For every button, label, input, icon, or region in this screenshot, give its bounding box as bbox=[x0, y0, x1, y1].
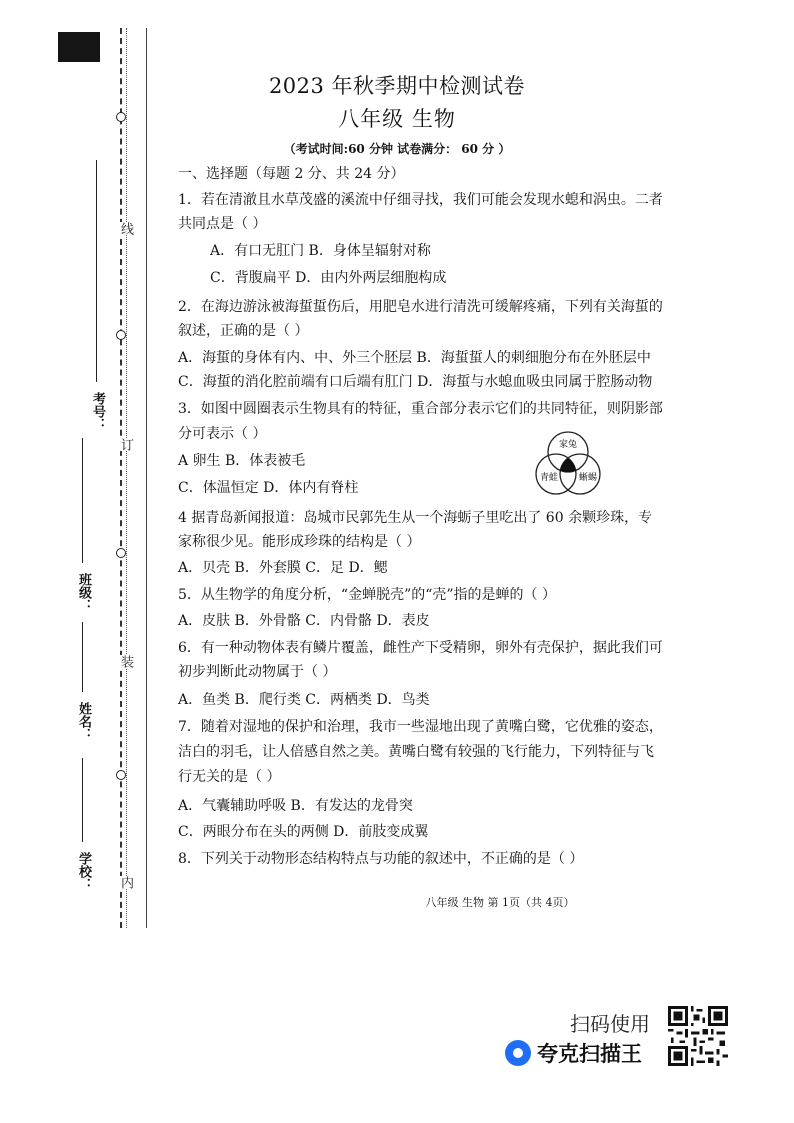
question-5-line-1: 5．从生物学的角度分析，“金蝉脱壳”的“壳”指的是蝉的（ ） bbox=[178, 587, 556, 603]
brand-name: 夸克扫描王 bbox=[537, 1042, 642, 1066]
question-3-line-2: 分可表示（ ） bbox=[178, 426, 267, 442]
question-2-line-2: 叙述，正确的是（ ） bbox=[178, 323, 309, 339]
brand-logo-icon-inner bbox=[513, 1048, 523, 1058]
question-6-options: A．鱼类 B．爬行类 C．两栖类 D．鸟类 bbox=[178, 692, 430, 708]
qr-code-icon[interactable] bbox=[668, 1006, 728, 1066]
exam-title: 2023 年秋季期中检测试卷 bbox=[268, 74, 526, 98]
name-label: 姓名： bbox=[76, 702, 91, 741]
question-1-line-1: 1．若在清澈且水草茂盛的溪流中仔细寻找，我们可能会发现水螅和涡虫。二者 bbox=[178, 192, 663, 208]
question-1-line-2: 共同点是（ ） bbox=[178, 216, 267, 232]
scan-label: 扫码使用 bbox=[570, 1012, 650, 1036]
page-frame-line bbox=[146, 28, 147, 928]
corner-block bbox=[58, 32, 100, 62]
question-7-line-2: 洁白的羽毛，让人倍感自然之美。黄嘴白鹭有较强的飞行能力，下列特征与飞 bbox=[178, 744, 654, 760]
exam-subtitle: 八年级 生物 bbox=[338, 107, 456, 131]
question-2-options-2: C．海蜇的消化腔前端有口后端有肛门 D．海蜇与水螅血吸虫同属于腔肠动物 bbox=[178, 374, 653, 390]
question-4-options: A．贝壳 B．外套膜 C．足 D．鳃 bbox=[178, 560, 388, 576]
binding-hole bbox=[116, 770, 126, 780]
exam-number-label: 考号： bbox=[90, 392, 105, 431]
venn-label-lizard: 蜥蜴 bbox=[578, 473, 598, 483]
exam-info: （考试时间:60 分钟 试卷满分： 60 分 ） bbox=[283, 142, 511, 156]
name-blank[interactable] bbox=[82, 622, 83, 692]
venn-diagram bbox=[522, 428, 614, 504]
question-8-line-1: 8．下列关于动物形态结构特点与功能的叙述中，不正确的是（ ） bbox=[178, 851, 584, 867]
question-7-options-1: A．气囊辅助呼吸 B．有发达的龙骨突 bbox=[178, 798, 413, 814]
venn-label-frog: 青蛙 bbox=[539, 473, 559, 483]
seal-char-nei: 内 bbox=[118, 876, 133, 889]
question-1-options-2: C．背腹扁平 D．由内外两层细胞构成 bbox=[210, 270, 447, 286]
exam-number-blank[interactable] bbox=[96, 160, 97, 382]
class-blank[interactable] bbox=[82, 438, 83, 563]
question-3-options-1: A 卵生 B．体表被毛 bbox=[178, 453, 306, 469]
question-1-options-1: A．有口无肛门 B．身体呈辐射对称 bbox=[210, 243, 431, 259]
page-footer: 八年级 生物 第 1页（共 4页） bbox=[425, 896, 575, 909]
seal-char-zhuang: 装 bbox=[118, 655, 133, 668]
seal-char-ding: 订 bbox=[118, 438, 133, 451]
binding-hole bbox=[116, 330, 126, 340]
question-3-options-2: C．体温恒定 D．体内有脊柱 bbox=[178, 480, 359, 496]
section-heading: 一、选择题（每题 2 分、共 24 分） bbox=[178, 166, 405, 182]
question-7-line-3: 行无关的是（ ） bbox=[178, 769, 281, 785]
school-blank[interactable] bbox=[82, 758, 83, 842]
class-label: 班级： bbox=[76, 573, 91, 612]
question-2-line-1: 2．在海边游泳被海蜇蜇伤后，用肥皂水进行清洗可缓解疼痛，下列有关海蜇的 bbox=[178, 299, 663, 315]
seal-char-xian: 线 bbox=[118, 222, 133, 235]
question-4-line-1: 4 据青岛新闻报道：岛城市民郭先生从一个海蛎子里吃出了 60 余颗珍珠，专 bbox=[178, 510, 653, 526]
question-7-options-2: C．两眼分布在头的两侧 D．前肢变成翼 bbox=[178, 824, 429, 840]
question-3-line-1: 3．如图中圆圈表示生物具有的特征，重合部分表示它们的共同特征，则阴影部 bbox=[178, 401, 663, 417]
question-2-options-1: A．海蜇的身体有内、中、外三个胚层 B．海蜇蜇人的刺细胞分布在外胚层中 bbox=[178, 350, 651, 366]
question-6-line-1: 6．有一种动物体表有鳞片覆盖，雌性产下受精卵，卵外有壳保护，据此我们可 bbox=[178, 640, 663, 656]
question-6-line-2: 初步判断此动物属于（ ） bbox=[178, 664, 337, 680]
venn-label-rabbit: 家兔 bbox=[558, 440, 578, 450]
binding-hole bbox=[116, 548, 126, 558]
question-7-line-1: 7．随着对湿地的保护和治理，我市一些湿地出现了黄嘴白鹭，它优雅的姿态， bbox=[178, 719, 663, 735]
question-4-line-2: 家称很少见。能形成珍珠的结构是（ ） bbox=[178, 534, 421, 550]
question-5-options: A．皮肤 B．外骨骼 C．内骨骼 D．表皮 bbox=[178, 613, 430, 629]
school-label: 学校： bbox=[76, 852, 91, 891]
binding-dashed-line bbox=[120, 28, 122, 928]
binding-dotted-line bbox=[126, 28, 127, 928]
